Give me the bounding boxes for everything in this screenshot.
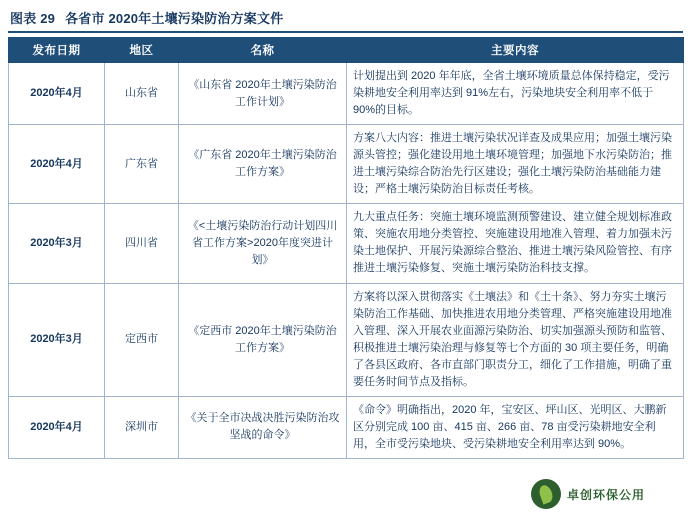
table-row <box>9 63 684 125</box>
cell-date: 2020年4月 <box>9 63 105 125</box>
cell-name: 《山东省 2020年土壤污染防治工作计划》 <box>179 63 347 125</box>
column-header-name: 名称 <box>179 38 347 63</box>
cell-date: 2020年3月 <box>9 204 105 283</box>
policy-table <box>8 37 684 459</box>
cell-date: 2020年4月 <box>9 396 105 458</box>
cell-region: 定西市 <box>105 283 179 396</box>
figure-title-row <box>8 6 683 31</box>
table-row <box>9 283 684 396</box>
cell-name: 《定西市 2020年土壤污染防治工作方案》 <box>179 283 347 396</box>
table-row <box>9 204 684 283</box>
title-divider <box>8 31 683 33</box>
cell-content: 计划提出到 2020 年年底，全省土壤环境质量总体保持稳定，受污染耕地安全利用率达到 91%左右，污染地块安全利用率不低于 90%的目标。 <box>347 63 684 125</box>
cell-name: 《<土壤污染防治行动计划四川省工作方案>2020年度突进计划》 <box>179 204 347 283</box>
cell-name: 《广东省 2020年土壤污染防治工作方案》 <box>179 125 347 204</box>
cell-content: 九大重点任务：突施土壤环境监测预警建设、建立健全规划标准政策、突施农用地分类管控、突施建设用地准入管理、着力加强未污染土地保护、开展污染源综合整治、推进土壤污染风险管控、有序推进土壤污染修复、突施土壤污染防治科技支撑。 <box>347 204 684 283</box>
cell-region: 广东省 <box>105 125 179 204</box>
table-row <box>9 125 684 204</box>
cell-date: 2020年3月 <box>9 283 105 396</box>
cell-region: 深圳市 <box>105 396 179 458</box>
watermark-label: 卓创环保公用 <box>567 487 646 502</box>
column-header-region: 地区 <box>105 38 179 63</box>
leaf-circle-icon <box>531 479 561 509</box>
watermark <box>531 477 681 511</box>
cell-content: 方案将以深入贯彻落实《土壤法》和《土十条》、努力夯实土壤污染防治工作基础、加快推进农用地分类管理、严格突施建设用地准入管理、深入开展农业面源污染防治、切实加强源头预防和监管、积极推进土壤污染治理与修复等七个方面的 30 项主要任务，明确了各县区政府、各市直部门职责分工，细化了工作措施，明确了重要任务时间节点及指标。 <box>347 283 684 396</box>
cell-region: 山东省 <box>105 63 179 125</box>
cell-date: 2020年4月 <box>9 125 105 204</box>
table-header-row <box>9 38 684 63</box>
cell-content: 方案八大内容：推进土壤污染状况详查及成果应用；加强土壤污染源头管控；强化建设用地土壤环境管理；加强地下水污染防治；推进土壤污染综合防治先行区建设；强化土壤污染防治基础能力建设；严格土壤污染防治目标责任考核。 <box>347 125 684 204</box>
page-title: 各省市 2020年土壤污染防治方案文件 <box>65 11 284 26</box>
cell-content: 《命令》明确指出，2020 年，宝安区、坪山区、光明区、大鹏新区分别完成 100 亩、415 亩、266 亩、78 亩受污染耕地安全利用，全市受污染地块、受污染耕地安全利用率达到 90%。 <box>347 396 684 458</box>
cell-region: 四川省 <box>105 204 179 283</box>
figure-tag: 图表 29 <box>10 11 56 26</box>
column-header-content: 主要内容 <box>347 38 684 63</box>
table-row <box>9 396 684 458</box>
column-header-date: 发布日期 <box>9 38 105 63</box>
cell-name: 《关于全市决战决胜污染防治攻坚战的命令》 <box>179 396 347 458</box>
